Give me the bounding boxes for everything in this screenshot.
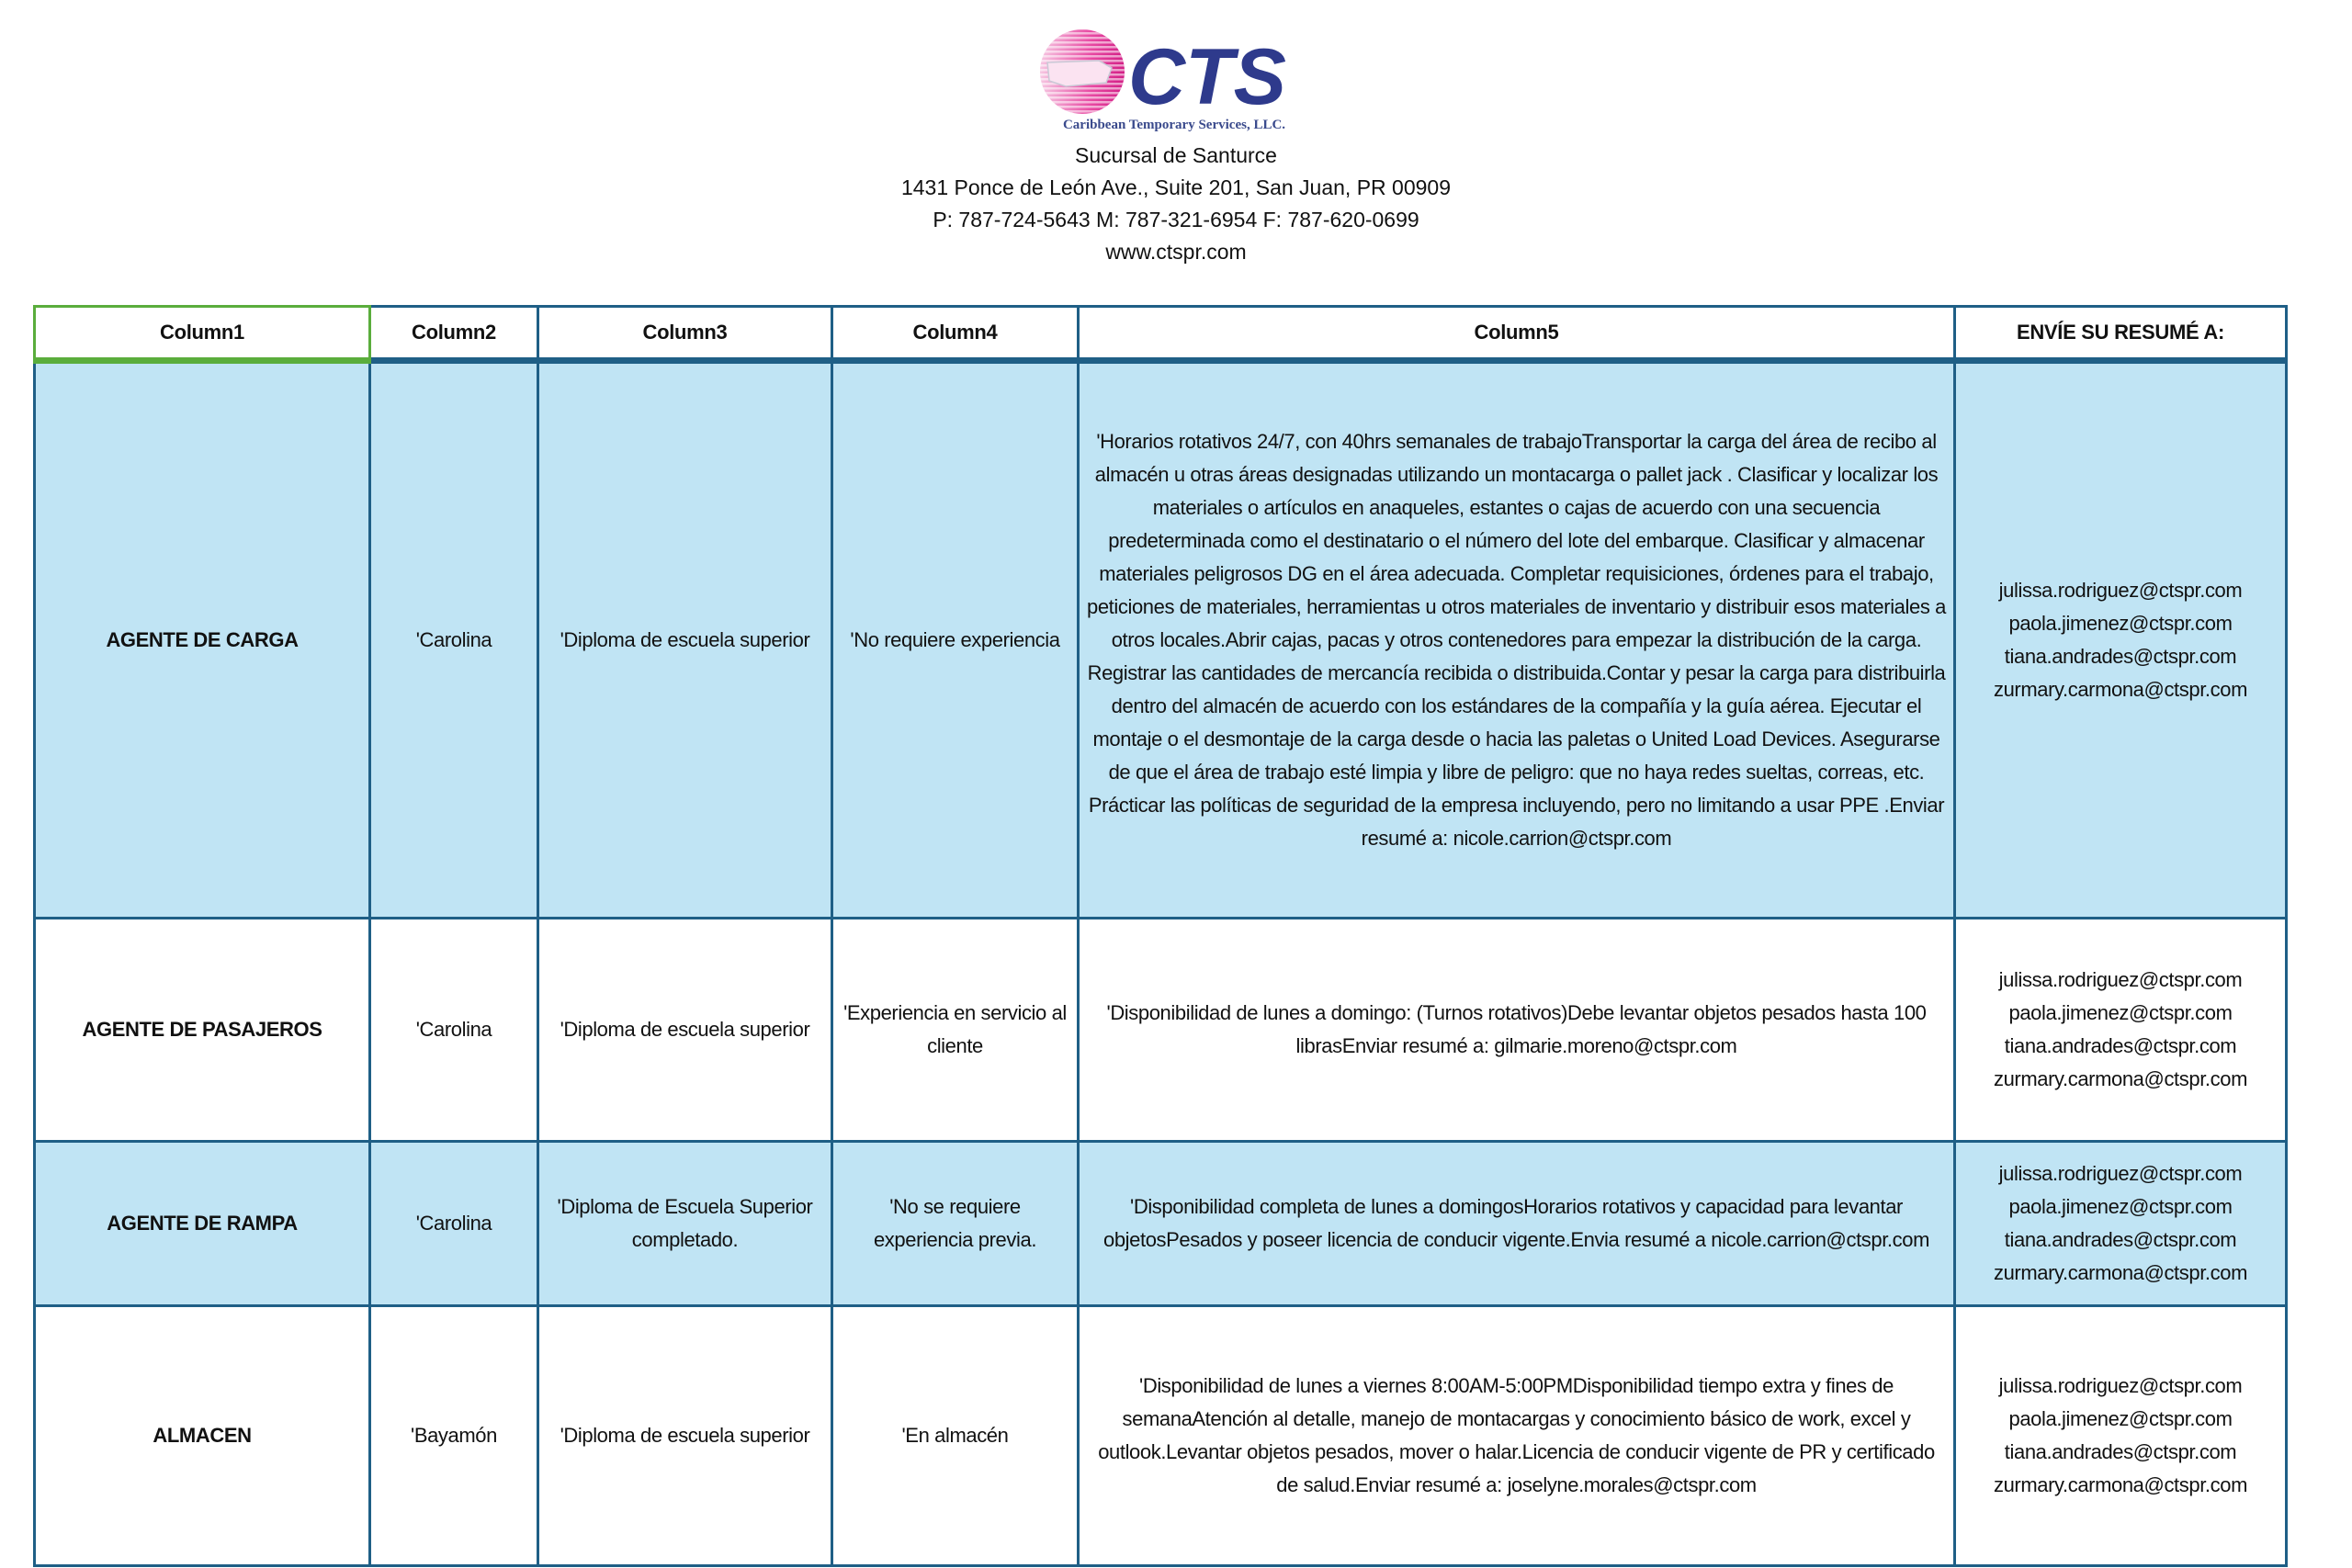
column-header-3[interactable]: Column3 [538, 307, 832, 361]
column-header-1[interactable]: Column1 [35, 307, 370, 361]
branch-name: Sucursal de Santurce [1075, 143, 1277, 167]
email-link[interactable]: paola.jimenez@ctspr.com [2008, 1195, 2233, 1218]
email-link[interactable]: paola.jimenez@ctspr.com [2008, 612, 2233, 635]
branch-address: 1431 Ponce de León Ave., Suite 201, San Juan, PR 00909 [900, 175, 1452, 199]
email-link[interactable]: zurmary.carmona@ctspr.com [1994, 1261, 2247, 1284]
email-link[interactable]: tiana.andrades@ctspr.com [2004, 1228, 2237, 1251]
email-link[interactable]: paola.jimenez@ctspr.com [2008, 1407, 2233, 1430]
email-link[interactable]: julissa.rodriguez@ctspr.com [1998, 1374, 2243, 1397]
email-link[interactable]: tiana.andrades@ctspr.com [2004, 1034, 2237, 1057]
website-link[interactable]: www.ctspr.com [1105, 240, 1247, 264]
job-experience: 'Experiencia en servicio al cliente [832, 919, 1079, 1142]
table-row [35, 361, 2287, 919]
cts-logo-icon [1038, 28, 1314, 119]
email-link[interactable]: zurmary.carmona@ctspr.com [1994, 1067, 2247, 1090]
job-location: 'Carolina [370, 1142, 538, 1306]
contact-emails [1955, 1142, 2287, 1306]
job-title: AGENTE DE CARGA [35, 361, 370, 919]
email-link[interactable]: zurmary.carmona@ctspr.com [1994, 1473, 2247, 1496]
phone-numbers: P: 787-724-5643 M: 787-321-6954 F: 787-620-0699 [933, 208, 1419, 231]
job-title: ALMACEN [35, 1306, 370, 1566]
table-row [35, 919, 2287, 1142]
job-location: 'Carolina [370, 919, 538, 1142]
job-education: 'Diploma de escuela superior [538, 919, 832, 1142]
email-link[interactable]: tiana.andrades@ctspr.com [2004, 645, 2237, 668]
job-listings-table [33, 305, 2288, 1567]
email-link[interactable]: zurmary.carmona@ctspr.com [1994, 678, 2247, 701]
job-location: 'Bayamón [370, 1306, 538, 1566]
job-education: 'Diploma de Escuela Superior completado. [538, 1142, 832, 1306]
column-header-5[interactable]: Column5 [1079, 307, 1955, 361]
contact-emails [1955, 919, 2287, 1142]
column-header-2[interactable]: Column2 [370, 307, 538, 361]
email-link[interactable]: julissa.rodriguez@ctspr.com [1998, 1162, 2243, 1185]
job-description: 'Disponibilidad de lunes a domingo: (Turnos rotativos)Debe levantar objetos pesados hasta 100 librasEnviar resumé a: gilmarie.moreno@ctspr.com [1079, 919, 1955, 1142]
job-education: 'Diploma de escuela superior [538, 1306, 832, 1566]
job-description: 'Horarios rotativos 24/7, con 40hrs semanales de trabajoTransportar la carga del área de recibo al almacén u otras áreas designadas utilizando un montacarga o pallet jack . Clasificar y localizar los materiales o artículos en anaqueles, estantes o cajas de acuerdo con una secuencia predeterminada como el destinatario o el número del lote del embarque. Clasificar y almacenar materiales peligrosos DG en el área adecuada. Completar requisiciones, órdenes para el trabajo, peticiones de materiales, herramientas u otros materiales de inventario y distribuir esos materiales a otros locales.Abrir cajas, pacas y otros contenedores para empezar la distribución de la carga. Registrar las cantidades de mercancía recibida o distribuida.Contar y pesar la carga para distribuirla dentro del almacén de acuerdo con los estándares de la compañía y la guía aérea. Ejecutar el montaje o el desmontaje de la carga desde o hacia las paletas o United Load Devices. Asegurarse de que el área de trabajo esté limpia y libre de peligro: que no haya redes sueltas, correas, etc. Prácticar las políticas de seguridad de la empresa incluyendo, pero no limitando a usar PPE .Enviar resumé a: nicole.carrion@ctspr.com [1079, 361, 1955, 919]
job-education: 'Diploma de escuela superior [538, 361, 832, 919]
job-location: 'Carolina [370, 361, 538, 919]
job-experience: 'No se requiere experiencia previa. [832, 1142, 1079, 1306]
job-experience: 'No requiere experiencia [832, 361, 1079, 919]
table-header-row [35, 307, 2287, 361]
contact-emails [1955, 361, 2287, 919]
job-title: AGENTE DE PASAJEROS [35, 919, 370, 1142]
table-row [35, 1306, 2287, 1566]
job-experience: 'En almacén [832, 1306, 1079, 1566]
job-title: AGENTE DE RAMPA [35, 1142, 370, 1306]
email-link[interactable]: julissa.rodriguez@ctspr.com [1998, 579, 2243, 602]
job-description: 'Disponibilidad de lunes a viernes 8:00AM-5:00PMDisponibilidad tiempo extra y fines de semanaAtención al detalle, manejo de montacargas y conocimiento básico de work, excel y outlook.Levantar objetos pesados, mover o halar.Licencia de conducir vigente de PR y certificado de salud.Enviar resumé a: joselyne.morales@ctspr.com [1079, 1306, 1955, 1566]
email-link[interactable]: paola.jimenez@ctspr.com [2008, 1001, 2233, 1024]
table-row [35, 1142, 2287, 1306]
job-description: 'Disponibilidad completa de lunes a domingosHorarios rotativos y capacidad para levantar objetosPesados y poseer licencia de conducir vigente.Envia resumé a nicole.carrion@ctspr.com [1079, 1142, 1955, 1306]
email-link[interactable]: julissa.rodriguez@ctspr.com [1998, 968, 2243, 991]
email-link[interactable]: tiana.andrades@ctspr.com [2004, 1440, 2237, 1463]
contact-emails [1955, 1306, 2287, 1566]
svg-text:CTS: CTS [1128, 33, 1286, 119]
column-header-4[interactable]: Column4 [832, 307, 1079, 361]
company-name: Caribbean Temporary Services, LLC. [1062, 118, 1286, 132]
column-header-emails[interactable]: ENVÍE SU RESUMÉ A: [1955, 307, 2287, 361]
